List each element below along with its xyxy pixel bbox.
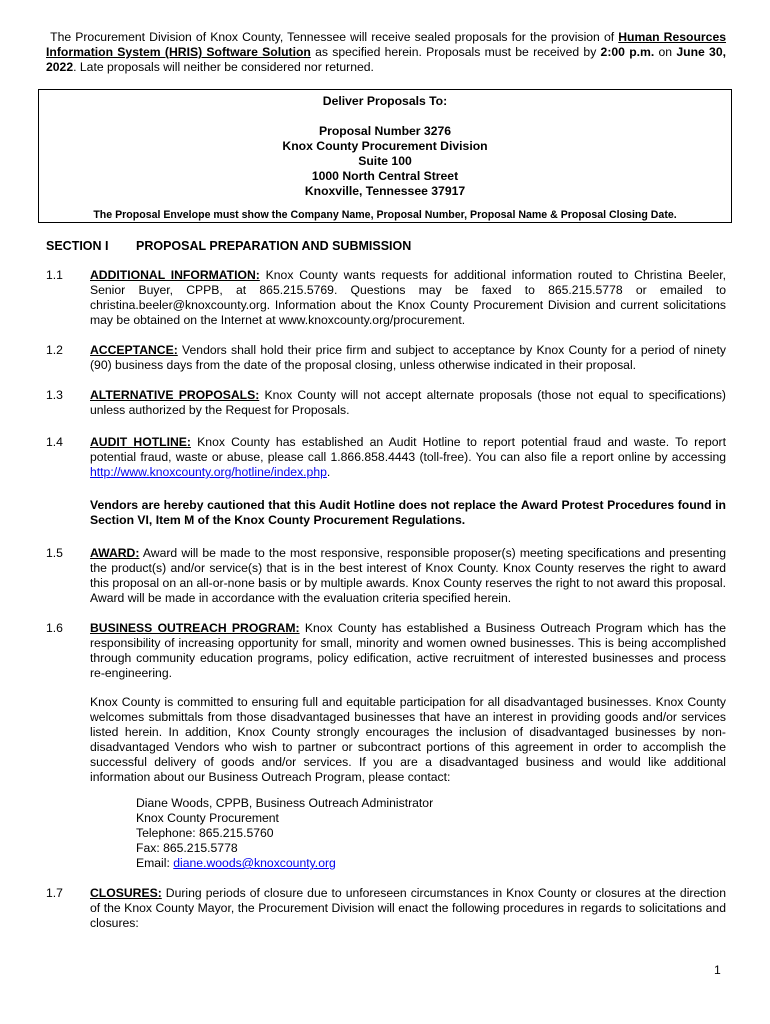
delivery-heading: Deliver Proposals To: <box>322 94 448 108</box>
hotline-link[interactable]: http://www.knoxcounty.org/hotline/index.php <box>90 465 327 479</box>
section-title: PROPOSAL PREPARATION AND SUBMISSION <box>136 239 412 253</box>
item-text: Knox County has established an Audit Hotline to report potential fraud and waste. To report potential fraud, waste or abuse, please call 1.866.858.4443 (toll-free). You can also file a report online by accessing <box>90 435 726 464</box>
item-text: Vendors shall hold their price firm and subject to acceptance by Knox County for a period of ninety (90) business days from the date of the proposal closing, unless otherwise indicated in their proposal. <box>90 343 726 372</box>
closing-time: 2:00 p.m. <box>600 45 655 59</box>
item-heading: ADDITIONAL INFORMATION: <box>90 268 260 282</box>
delivery-line: Proposal Number 3276 <box>318 124 452 138</box>
item-number: 1.6 <box>46 621 63 635</box>
delivery-line: Knox County Procurement Division <box>282 139 488 153</box>
email-label: Email: <box>136 856 174 870</box>
item-number: 1.7 <box>46 886 63 900</box>
delivery-line: Suite 100 <box>358 154 412 168</box>
delivery-line: Knoxville, Tennessee 37917 <box>304 184 466 198</box>
intro-text: on <box>654 45 677 59</box>
item-text: Knox County will not accept alternate proposals (those not equal to specifications) unless authorized by the Request for Proposals. <box>90 388 726 417</box>
item-number: 1.1 <box>46 268 63 282</box>
envelope-note: The Proposal Envelope must show the Company Name, Proposal Number, Proposal Name & Proposal Closing Date. <box>93 209 677 221</box>
intro-text: as specified herein. Proposals must be received by <box>310 45 601 59</box>
delivery-box <box>38 89 732 223</box>
item-text: Knox County wants requests for additional information routed to Christina Beeler, Senior Buyer, CPPB, at 865.215.5769. Questions may be faxed to 865.215.5778 or emailed to christina.beeler@knoxcounty.org. Information about the Knox County Procurement Division and current solicitations may be obtained on the Internet at www.knoxcounty.org/procurement. <box>90 268 726 327</box>
item-paragraph <box>90 435 726 480</box>
closing-date: June 30, 2022 <box>46 45 726 74</box>
contact-email-link[interactable]: diane.woods@knoxcounty.org <box>173 856 336 870</box>
project-name: Human Resources Information System (HRIS) Software Solution <box>46 30 727 59</box>
outreach-contact <box>136 796 433 871</box>
hotline-caution: Vendors are hereby cautioned that this Audit Hotline does not replace the Award Protest Procedures found in Section VI, Item M of the Knox County Procurement Regulations. <box>90 498 726 527</box>
contact-org: Knox County Procurement <box>136 811 279 825</box>
intro-paragraph <box>46 30 726 75</box>
item-paragraph <box>90 546 726 606</box>
section-label: SECTION I <box>46 239 109 253</box>
item-number: 1.2 <box>46 343 63 357</box>
intro-text: . Late proposals will neither be considered nor returned. <box>73 60 374 74</box>
delivery-line: 1000 North Central Street <box>311 169 459 183</box>
contact-fax: Fax: 865.215.5778 <box>136 841 238 855</box>
outreach-paragraph: Knox County is committed to ensuring full and equitable participation for all disadvantaged businesses. Knox County welcomes submittals from those disadvantaged businesses that have an interest in providing goods and/or services listed herein. In addition, Knox County strongly encourages the inclusion of disadvantaged businesses by non-disadvantaged Vendors who wish to partner or subcontract portions of this agreement in order to accomplish the successful delivery of goods and/or services. If you are a disadvantaged business and would like additional information about our Business Outreach Program, please contact: <box>90 695 726 784</box>
item-number: 1.4 <box>46 435 63 449</box>
item-heading: ALTERNATIVE PROPOSALS: <box>90 388 260 402</box>
contact-email-row <box>136 856 433 871</box>
contact-name: Diane Woods, CPPB, Business Outreach Administrator <box>136 796 434 810</box>
page-number: 1 <box>714 963 721 977</box>
item-paragraph <box>90 268 726 328</box>
item-paragraph <box>90 388 726 418</box>
item-text: Knox County has established a Business Outreach Program which has the responsibility of increasing opportunity for small, minority and women owned businesses. This is being accomplished through community education programs, policy edification, active recruitment of interested businesses and process re-engineering. <box>90 621 726 680</box>
item-paragraph <box>90 343 726 373</box>
item-paragraph <box>90 886 726 931</box>
item-text: During periods of closure due to unforeseen circumstances in Knox County or closures at the direction of the Knox County Mayor, the Procurement Division will enact the following procedures in regards to solicitations and closures: <box>90 886 726 930</box>
intro-text: The Procurement Division of Knox County, Tennessee will receive sealed proposals for the provision of <box>50 30 619 44</box>
item-paragraph <box>90 621 726 681</box>
item-heading: ACCEPTANCE: <box>90 343 178 357</box>
item-heading: AWARD: <box>90 546 140 560</box>
contact-telephone: Telephone: 865.215.5760 <box>136 826 274 840</box>
item-text: . <box>326 465 331 479</box>
item-text: Award will be made to the most responsive, responsible proposer(s) meeting specifications and presenting the product(s) and/or service(s) that is in the best interest of Knox County. Knox County reserves the right to award this proposal on an all-or-none basis or by multiple awards. Knox County reserves the right to not award this proposal. Award will be made in accordance with the evaluation criteria specified herein. <box>90 546 726 605</box>
item-number: 1.3 <box>46 388 63 402</box>
item-heading: AUDIT HOTLINE: <box>90 435 191 449</box>
item-heading: CLOSURES: <box>90 886 162 900</box>
item-number: 1.5 <box>46 546 63 560</box>
item-heading: BUSINESS OUTREACH PROGRAM: <box>90 621 300 635</box>
